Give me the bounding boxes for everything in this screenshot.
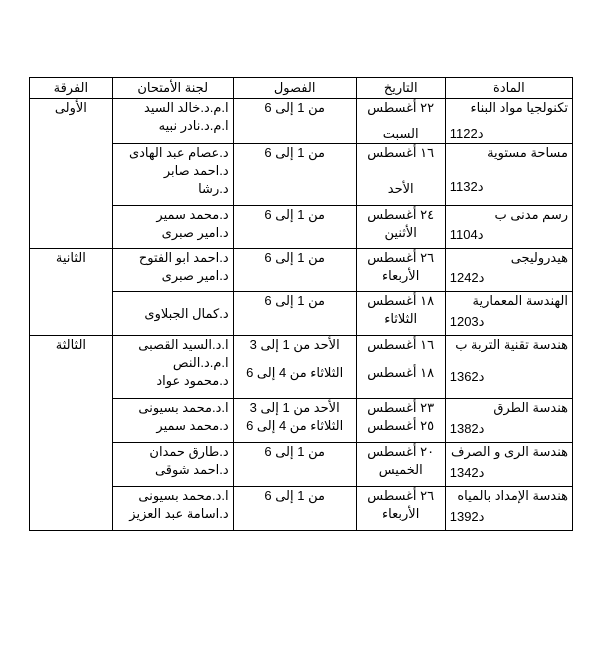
date-weekday: الثلاثاء	[384, 311, 418, 326]
exam-schedule-table	[29, 77, 573, 531]
classes-range: من 1 إلى 6	[264, 100, 325, 115]
classes-cell	[233, 336, 356, 399]
table-row	[30, 99, 573, 144]
subject-code: د1242	[449, 270, 485, 285]
subject-cell	[445, 144, 572, 206]
committee-member: د.محمد سمير	[156, 207, 229, 222]
subject-code: د1122	[449, 126, 484, 141]
classes-range: الأحد من 1 إلى 3	[249, 337, 340, 352]
classes-cell	[233, 249, 356, 292]
date-day: ١٦ أغسطس	[367, 145, 435, 160]
committee-member: ا.م.د.خالد السيد	[144, 100, 229, 115]
subject-name: تكنولجيا مواد البناء	[470, 100, 568, 115]
year-cell: الأولى	[30, 99, 113, 249]
classes-cell	[233, 206, 356, 249]
date-cell	[356, 292, 445, 336]
committee-member: ا.د.محمد بسيونى	[138, 488, 229, 503]
committee-cell	[112, 487, 233, 531]
subject-cell	[445, 206, 572, 249]
committee-member: د.احمد ابو الفتوح	[138, 250, 229, 265]
header-year: الفرقة	[30, 78, 113, 99]
header-row	[30, 78, 573, 99]
committee-cell	[112, 99, 233, 144]
date-day: ١٨ أغسطس	[367, 365, 435, 380]
subject-code: د1392	[449, 509, 485, 524]
header-committee: لجنة الأمتحان	[112, 78, 233, 99]
classes-cell	[233, 443, 356, 487]
subject-cell	[445, 399, 572, 443]
subject-code: د1203	[449, 314, 485, 329]
classes-range: من 1 إلى 6	[264, 488, 325, 503]
classes-range: الأحد من 1 إلى 3	[249, 400, 340, 415]
subject-cell	[445, 443, 572, 487]
subject-name: الهندسة المعمارية	[472, 293, 568, 308]
subject-name: هندسة الطرق	[493, 400, 568, 415]
classes-cell	[233, 487, 356, 531]
date-weekday: الأربعاء	[382, 506, 420, 521]
header-classes: الفصول	[233, 78, 356, 99]
classes-range: من 1 إلى 6	[264, 145, 325, 160]
table-row	[30, 336, 573, 399]
date-day: ٢٣ أغسطس	[367, 400, 435, 415]
subject-name: هيدروليجى	[510, 250, 568, 265]
table-row	[30, 249, 573, 292]
date-weekday: الأربعاء	[382, 268, 420, 283]
subject-cell	[445, 249, 572, 292]
subject-cell	[445, 292, 572, 336]
date-weekday: الأحد	[387, 181, 414, 196]
classes-cell	[233, 99, 356, 144]
subject-code: د1382	[449, 421, 485, 436]
date-cell	[356, 144, 445, 206]
date-cell	[356, 249, 445, 292]
committee-cell	[112, 292, 233, 336]
committee-cell	[112, 249, 233, 292]
subject-cell	[445, 99, 572, 144]
classes-range: من 1 إلى 6	[264, 250, 325, 265]
date-day: ٢٤ أغسطس	[367, 207, 435, 222]
subject-name: هندسة الرى و الصرف	[451, 444, 568, 459]
date-day: ١٨ أغسطس	[367, 293, 435, 308]
date-weekday: السبت	[382, 126, 419, 141]
date-day: ١٦ أغسطس	[367, 337, 435, 352]
committee-member: د.احمد شوقى	[154, 462, 229, 477]
committee-cell	[112, 206, 233, 249]
classes-cell	[233, 144, 356, 206]
date-weekday: الأثنين	[384, 225, 417, 240]
committee-cell	[112, 336, 233, 399]
subject-code: د1362	[449, 369, 485, 384]
subject-name: رسم مدنى ب	[494, 207, 568, 222]
header-date: التاريخ	[356, 78, 445, 99]
classes-cell	[233, 292, 356, 336]
committee-cell	[112, 144, 233, 206]
committee-member: د.رشا	[198, 181, 229, 196]
date-cell	[356, 336, 445, 399]
committee-member: ا.م.د.النص	[172, 355, 229, 370]
subject-cell	[445, 487, 572, 531]
committee-member: د.عصام عبد الهادى	[128, 145, 229, 160]
subject-cell	[445, 336, 572, 399]
committee-member: د.طارق حمدان	[149, 444, 229, 459]
committee-member: د.محمود عواد	[156, 373, 229, 388]
subject-name: هندسة الإمداد بالمياه	[457, 488, 568, 503]
committee-member: ا.م.د.نادر نبيه	[158, 118, 229, 133]
date-day: ٢٢ أغسطس	[367, 100, 435, 115]
date-day: ٢٥ أغسطس	[367, 418, 435, 433]
date-cell	[356, 443, 445, 487]
classes-range: من 1 إلى 6	[264, 207, 325, 222]
year-cell: الثالثة	[30, 336, 113, 531]
subject-code: د1104	[449, 227, 484, 242]
date-cell	[356, 399, 445, 443]
classes-range: الثلاثاء من 4 إلى 6	[246, 365, 344, 380]
header-subject: المادة	[445, 78, 572, 99]
committee-member: د.اسامة عبد العزيز	[129, 506, 229, 521]
committee-member: د.كمال الجبلاوى	[144, 305, 229, 321]
committee-member: د.محمد سمير	[156, 418, 229, 433]
committee-member: ا.د.محمد بسيونى	[138, 400, 229, 415]
classes-cell	[233, 399, 356, 443]
committee-member: د.احمد صابر	[163, 163, 229, 178]
committee-member: د.امير صبرى	[161, 225, 229, 240]
date-day: ٢٦ أغسطس	[367, 250, 435, 265]
committee-cell	[112, 443, 233, 487]
subject-code: د1342	[449, 465, 485, 480]
committee-member: ا.د.السيد القصبى	[138, 337, 229, 352]
classes-range: من 1 إلى 6	[264, 444, 325, 459]
date-day: ٢٠ أغسطس	[367, 444, 435, 459]
date-day: ٢٦ أغسطس	[367, 488, 435, 503]
subject-name: مساحة مستوية	[487, 145, 568, 160]
date-cell	[356, 206, 445, 249]
date-cell	[356, 99, 445, 144]
subject-name: هندسة تقنية التربة ب	[455, 337, 568, 352]
committee-cell	[112, 399, 233, 443]
committee-member: د.امير صبرى	[161, 268, 229, 283]
date-cell	[356, 487, 445, 531]
date-weekday: الخميس	[378, 462, 423, 477]
year-cell: الثانية	[30, 249, 113, 336]
classes-range: من 1 إلى 6	[264, 293, 325, 308]
classes-range: الثلاثاء من 4 إلى 6	[246, 418, 344, 433]
subject-code: د1132	[449, 179, 484, 194]
